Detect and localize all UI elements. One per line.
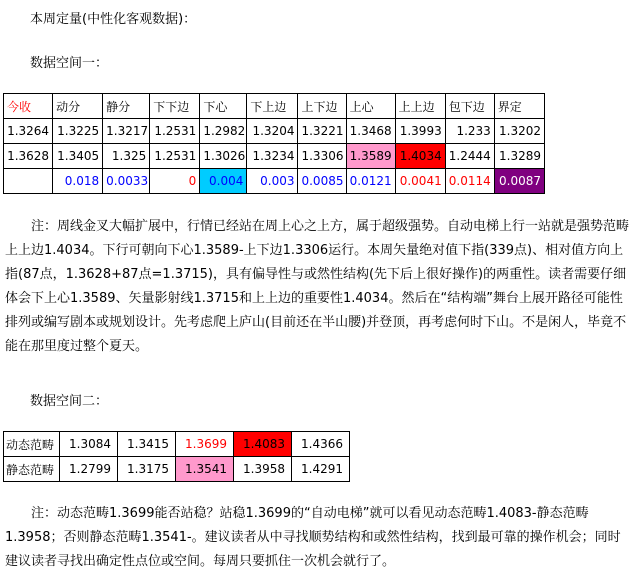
table-cell: 1.3468: [346, 119, 395, 144]
table-cell: 1.325: [103, 144, 150, 169]
header-cell: 上下边: [298, 94, 346, 119]
header-cell: 包下边: [445, 94, 494, 119]
table-cell: 1.3026: [200, 144, 247, 169]
table-cell: 0.0114: [445, 169, 494, 194]
table-cell: 1.3217: [103, 119, 150, 144]
highlight-cell-red: 1.4083: [234, 432, 292, 457]
table-cell: 1.3202: [494, 119, 544, 144]
table-row: [4, 144, 545, 169]
table-cell: 1.3225: [53, 119, 103, 144]
table-row: [4, 169, 545, 194]
table-cell: 0: [150, 169, 200, 194]
header-cell: 下下边: [150, 94, 200, 119]
table-cell: 1.3415: [118, 432, 176, 457]
table-cell: 1.2982: [200, 119, 247, 144]
table-row: [4, 457, 350, 482]
table-cell: 1.3306: [298, 144, 346, 169]
highlight-cell-pink: 1.3589: [346, 144, 395, 169]
table-cell: 1.3958: [234, 457, 292, 482]
table-cell: 1.2444: [445, 144, 494, 169]
table-cell: 1.3993: [395, 119, 445, 144]
header-cell: 上上边: [395, 94, 445, 119]
section2-note: 注：动态范畴1.3699能否站稳？站稳1.3699的“自动电梯”就可以看见动态范畴1.4083-静态范畴1.3958；否则静态范畴1.3541-。建议读者从中寻找顺势结构和或然性结构，找到最可靠的操作机会；同时建议读者寻找出确定性点位或空间。每周只要抓住一次机会就行了。: [5, 506, 621, 569]
data-table-2: [3, 431, 350, 482]
table-cell: 1.3264: [4, 119, 53, 144]
table-cell: 0.0041: [395, 169, 445, 194]
table-cell: 0.0121: [346, 169, 395, 194]
table-cell: 1.3204: [247, 119, 298, 144]
table-cell: 1.3175: [118, 457, 176, 482]
table-cell: 1.2799: [60, 457, 118, 482]
highlight-cell-purple: 0.0087: [494, 169, 544, 194]
table-cell: 1.4291: [292, 457, 350, 482]
section2-title: 数据空间二：: [30, 394, 109, 409]
table-cell: 0.018: [53, 169, 103, 194]
row-label: 静态范畴: [4, 457, 60, 482]
table1-header-row: [4, 94, 545, 119]
table-cell: 1.2531: [150, 144, 200, 169]
table-cell: 1.3628: [4, 144, 53, 169]
table-cell: 0.0085: [298, 169, 346, 194]
table-row: [4, 119, 545, 144]
table-cell: 1.3289: [494, 144, 544, 169]
section1-note: 注：周线金叉大幅扩展中，行情已经站在周上心之上方，属于超级强势。自动电梯上行一站就是强势范畴上上边1.4034。下行可朝向下心1.3589-上下边1.3306运行。本周矢量绝对值下指(339点)、相对值方向上指(87点，1.3628+87点=1.3715)，具有偏导性与或然性结构(先下后上很好操作)的两重性。读者需要仔细体会下上心1.3589、矢量影射线1.3715和上上边的重要性1.4034。然后在“结构端”舞台上展开路径可能性排列或编写剧本或规划设计。先考虑爬上庐山(目前还在半山腰)并登顶，再考虑何时下山。不是闲人，毕竟不能在那里度过整个夏天。: [5, 219, 630, 354]
header-cell: 下心: [200, 94, 247, 119]
row-label: 动态范畴: [4, 432, 60, 457]
table-cell: 0.0033: [103, 169, 150, 194]
highlight-cell-red: 1.4034: [395, 144, 445, 169]
header-cell: 动分: [53, 94, 103, 119]
header-cell: 今收: [4, 94, 53, 119]
table-cell: 1.3221: [298, 119, 346, 144]
highlight-cell-cyan: 0.004: [200, 169, 247, 194]
section1-title: 数据空间一：: [30, 56, 109, 71]
table-cell: 1.3699: [176, 432, 234, 457]
data-table-1: [3, 93, 545, 194]
table-cell: [4, 169, 53, 194]
highlight-cell-pink: 1.3541: [176, 457, 234, 482]
table-cell: 1.2531: [150, 119, 200, 144]
table-cell: 1.3405: [53, 144, 103, 169]
table-cell: 1.4366: [292, 432, 350, 457]
table-cell: 1.3084: [60, 432, 118, 457]
table-row: [4, 432, 350, 457]
page-heading: 本周定量(中性化客观数据)：: [30, 12, 197, 27]
header-cell: 静分: [103, 94, 150, 119]
table-cell: 0.003: [247, 169, 298, 194]
table-cell: 1.3234: [247, 144, 298, 169]
table-cell: 1.233: [445, 119, 494, 144]
header-cell: 上心: [346, 94, 395, 119]
header-cell: 界定: [494, 94, 544, 119]
header-cell: 下上边: [247, 94, 298, 119]
